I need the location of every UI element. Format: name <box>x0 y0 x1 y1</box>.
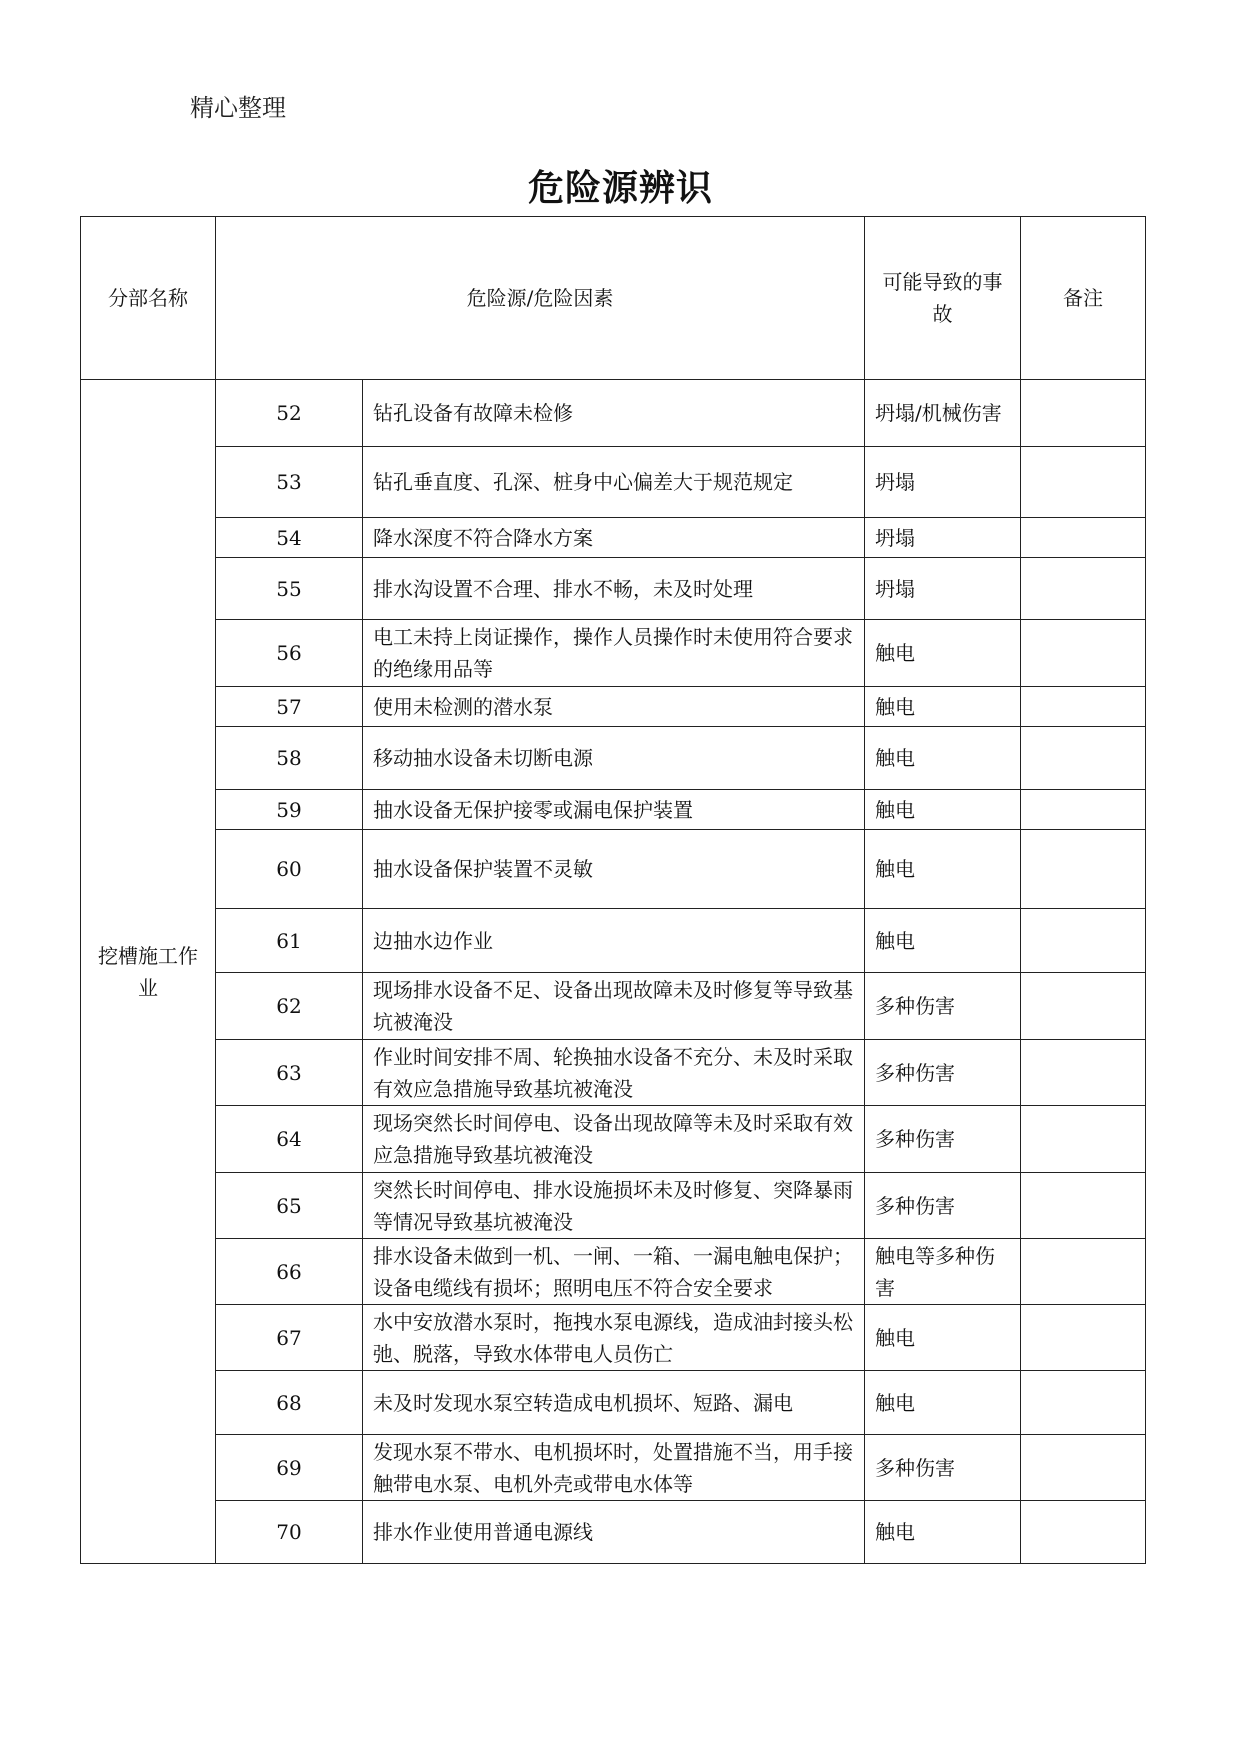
hazard-cell: 边抽水边作业 <box>363 909 865 973</box>
remark-cell <box>1021 1040 1146 1106</box>
group-name-cell: 挖槽施工作业 <box>81 380 216 1564</box>
hazard-cell: 未及时发现水泵空转造成电机损坏、短路、漏电 <box>363 1371 865 1435</box>
accident-cell: 触电 <box>865 909 1021 973</box>
row-number: 52 <box>216 380 363 447</box>
table-row <box>81 518 1146 558</box>
accident-cell: 坍塌 <box>865 518 1021 558</box>
accident-cell: 触电 <box>865 1371 1021 1435</box>
table-row <box>81 1371 1146 1435</box>
accident-cell: 触电 <box>865 830 1021 909</box>
remark-cell <box>1021 1371 1146 1435</box>
accident-cell: 多种伤害 <box>865 1435 1021 1501</box>
row-number: 70 <box>216 1501 363 1564</box>
accident-cell: 多种伤害 <box>865 1106 1021 1173</box>
hazard-cell: 水中安放潜水泵时，拖拽水泵电源线，造成油封接头松弛、脱落，导致水体带电人员伤亡 <box>363 1305 865 1371</box>
column-header-accident: 可能导致的事故 <box>865 217 1021 380</box>
table-row <box>81 447 1146 518</box>
column-header-dept: 分部名称 <box>81 217 216 380</box>
accident-cell: 触电 <box>865 790 1021 830</box>
remark-cell <box>1021 1305 1146 1371</box>
table-row <box>81 1501 1146 1564</box>
hazard-cell: 抽水设备保护装置不灵敏 <box>363 830 865 909</box>
hazard-cell: 现场突然长时间停电、设备出现故障等未及时采取有效应急措施导致基坑被淹没 <box>363 1106 865 1173</box>
row-number: 62 <box>216 973 363 1040</box>
remark-cell <box>1021 1501 1146 1564</box>
row-number: 64 <box>216 1106 363 1173</box>
row-number: 57 <box>216 687 363 727</box>
table-row <box>81 790 1146 830</box>
row-number: 65 <box>216 1173 363 1239</box>
accident-cell: 坍塌 <box>865 447 1021 518</box>
column-header-remark: 备注 <box>1021 217 1146 380</box>
header-note: 精心整理 <box>190 94 286 122</box>
row-number: 67 <box>216 1305 363 1371</box>
table-row <box>81 1106 1146 1173</box>
remark-cell <box>1021 558 1146 620</box>
table-row <box>81 727 1146 790</box>
table-row <box>81 830 1146 909</box>
hazard-cell: 排水作业使用普通电源线 <box>363 1501 865 1564</box>
hazard-cell: 作业时间安排不周、轮换抽水设备不充分、未及时采取有效应急措施导致基坑被淹没 <box>363 1040 865 1106</box>
row-number: 56 <box>216 620 363 687</box>
row-number: 63 <box>216 1040 363 1106</box>
hazard-cell: 钻孔设备有故障未检修 <box>363 380 865 447</box>
table-header-row <box>81 217 1146 380</box>
table-row <box>81 687 1146 727</box>
remark-cell <box>1021 727 1146 790</box>
remark-cell <box>1021 620 1146 687</box>
hazard-cell: 排水设备未做到一机、一闸、一箱、一漏电触电保护；设备电缆线有损坏；照明电压不符合安全要求 <box>363 1239 865 1305</box>
hazard-table-body <box>81 217 1146 1564</box>
hazard-cell: 突然长时间停电、排水设施损坏未及时修复、突降暴雨等情况导致基坑被淹没 <box>363 1173 865 1239</box>
table-row <box>81 1435 1146 1501</box>
hazard-cell: 排水沟设置不合理、排水不畅，未及时处理 <box>363 558 865 620</box>
remark-cell <box>1021 909 1146 973</box>
row-number: 66 <box>216 1239 363 1305</box>
row-number: 69 <box>216 1435 363 1501</box>
table-row <box>81 620 1146 687</box>
accident-cell: 触电 <box>865 687 1021 727</box>
remark-cell <box>1021 830 1146 909</box>
remark-cell <box>1021 1106 1146 1173</box>
hazard-cell: 移动抽水设备未切断电源 <box>363 727 865 790</box>
row-number: 61 <box>216 909 363 973</box>
accident-cell: 坍塌 <box>865 558 1021 620</box>
column-header-hazard: 危险源/危险因素 <box>216 217 865 380</box>
accident-cell: 多种伤害 <box>865 1173 1021 1239</box>
accident-cell: 触电 <box>865 1305 1021 1371</box>
accident-cell: 触电 <box>865 1501 1021 1564</box>
remark-cell <box>1021 973 1146 1040</box>
table-row <box>81 1173 1146 1239</box>
hazard-cell: 发现水泵不带水、电机损坏时，处置措施不当，用手接触带电水泵、电机外壳或带电水体等 <box>363 1435 865 1501</box>
row-number: 60 <box>216 830 363 909</box>
hazard-cell: 降水深度不符合降水方案 <box>363 518 865 558</box>
hazard-table <box>80 216 1146 1564</box>
row-number: 53 <box>216 447 363 518</box>
remark-cell <box>1021 447 1146 518</box>
table-row <box>81 1239 1146 1305</box>
document-title: 危险源辨识 <box>527 168 713 209</box>
remark-cell <box>1021 380 1146 447</box>
table-row <box>81 909 1146 973</box>
remark-cell <box>1021 1239 1146 1305</box>
row-number: 55 <box>216 558 363 620</box>
remark-cell <box>1021 1435 1146 1501</box>
table-row <box>81 973 1146 1040</box>
accident-cell: 触电 <box>865 727 1021 790</box>
hazard-cell: 现场排水设备不足、设备出现故障未及时修复等导致基坑被淹没 <box>363 973 865 1040</box>
table-row <box>81 1040 1146 1106</box>
hazard-cell: 钻孔垂直度、孔深、桩身中心偏差大于规范规定 <box>363 447 865 518</box>
accident-cell: 触电 <box>865 620 1021 687</box>
accident-cell: 坍塌/机械伤害 <box>865 380 1021 447</box>
remark-cell <box>1021 518 1146 558</box>
remark-cell <box>1021 790 1146 830</box>
accident-cell: 触电等多种伤害 <box>865 1239 1021 1305</box>
row-number: 54 <box>216 518 363 558</box>
table-row <box>81 558 1146 620</box>
accident-cell: 多种伤害 <box>865 1040 1021 1106</box>
hazard-cell: 抽水设备无保护接零或漏电保护装置 <box>363 790 865 830</box>
remark-cell <box>1021 1173 1146 1239</box>
accident-cell: 多种伤害 <box>865 973 1021 1040</box>
hazard-cell: 电工未持上岗证操作，操作人员操作时未使用符合要求的绝缘用品等 <box>363 620 865 687</box>
hazard-cell: 使用未检测的潜水泵 <box>363 687 865 727</box>
row-number: 68 <box>216 1371 363 1435</box>
row-number: 59 <box>216 790 363 830</box>
remark-cell <box>1021 687 1146 727</box>
table-row <box>81 380 1146 447</box>
table-row <box>81 1305 1146 1371</box>
row-number: 58 <box>216 727 363 790</box>
